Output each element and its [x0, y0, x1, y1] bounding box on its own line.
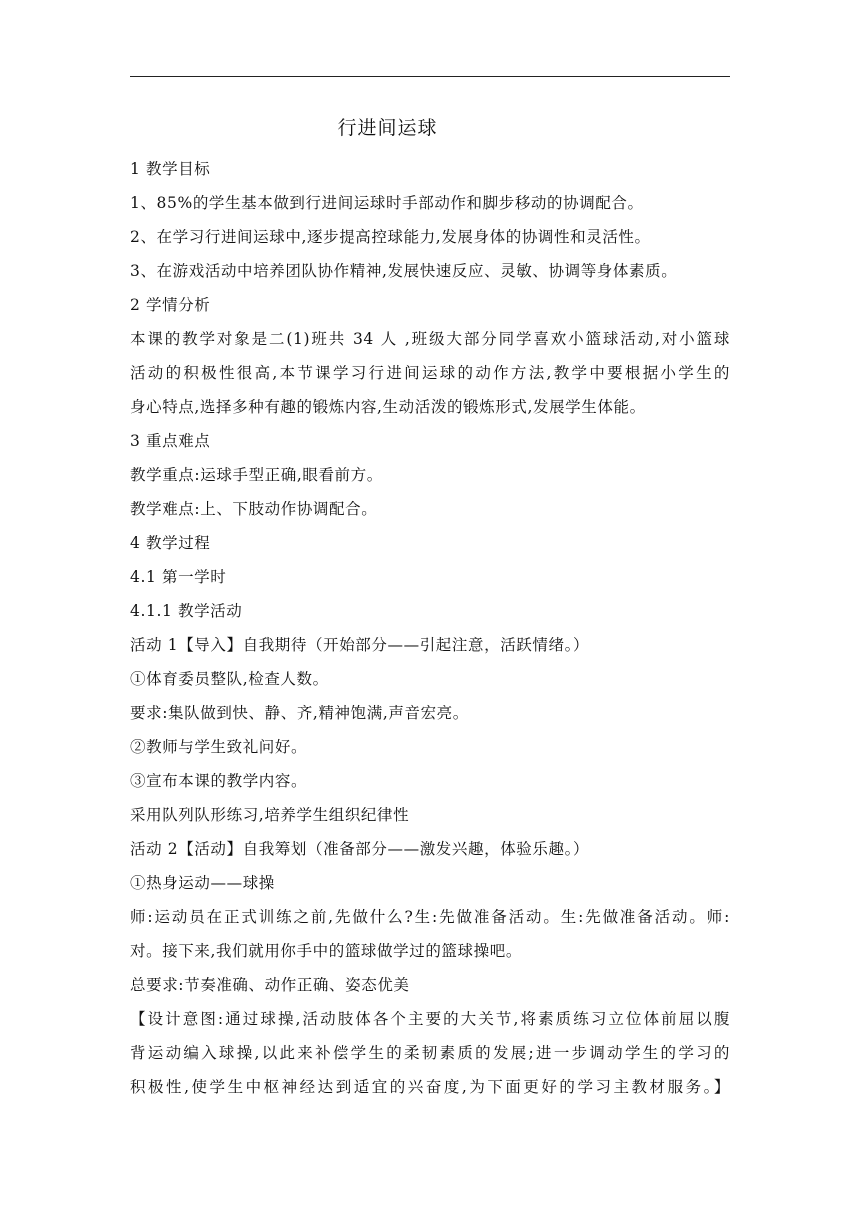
dialogue-line: 师:运动员在正式训练之前,先做什么?生:先做准备活动。生:先做准备活动。师:	[130, 908, 730, 926]
activity-1-note: 采用队列队形练习,培养学生组织纪律性	[130, 806, 410, 824]
goal-item-1: 1、85%的学生基本做到行进间运球时手部动作和脚步移动的协调配合。	[130, 194, 644, 212]
document-body	[130, 152, 730, 1104]
header-rule	[130, 76, 730, 77]
key-point-difficulty: 教学难点:上、下肢动作协调配合。	[130, 500, 378, 518]
activity-2-step: ①热身运动——球操	[130, 874, 275, 892]
design-intent-line: 背运动编入球操,以此来补偿学生的柔韧素质的发展;进一步调动学生的学习的	[130, 1044, 730, 1062]
heading-teaching-goals: 1 教学目标	[130, 160, 211, 178]
activity-1-heading: 活动 1【导入】自我期待（开始部分——引起注意，活跃情绪。）	[130, 636, 590, 654]
heading-teaching-process: 4 教学过程	[130, 534, 211, 552]
document-title: 行进间运球	[337, 117, 438, 139]
activity-1-step: ③宣布本课的教学内容。	[130, 772, 308, 790]
subheading-teaching-activities: 4.1.1 教学活动	[130, 602, 243, 620]
analysis-paragraph-line: 身心特点,选择多种有趣的锻炼内容,生动活泼的锻炼形式,发展学生体能。	[130, 398, 646, 416]
key-point-focus: 教学重点:运球手型正确,眼看前方。	[130, 466, 383, 484]
heading-key-points: 3 重点难点	[130, 432, 211, 450]
activity-2-heading: 活动 2【活动】自我筹划（准备部分——激发兴趣，体验乐趣。）	[130, 840, 590, 858]
activity-1-requirement: 要求:集队做到快、静、齐,精神饱满,声音宏亮。	[130, 704, 469, 722]
analysis-paragraph-line: 本课的教学对象是二(1)班共 34 人 ,班级大部分同学喜欢小篮球活动,对小篮球	[130, 330, 730, 348]
dialogue-line: 对。接下来,我们就用你手中的篮球做学过的篮球操吧。	[130, 942, 522, 960]
design-intent-line: 【设计意图:通过球操,活动肢体各个主要的大关节,将素质练习立位体前屈以腹	[130, 1010, 730, 1028]
activity-2-requirement: 总要求:节奏准确、动作正确、姿态优美	[130, 976, 410, 994]
goal-item-3: 3、在游戏活动中培养团队协作精神,发展快速反应、灵敏、协调等身体素质。	[130, 262, 678, 280]
subheading-first-lesson: 4.1 第一学时	[130, 568, 227, 586]
goal-item-2: 2、在学习行进间运球中,逐步提高控球能力,发展身体的协调性和灵活性。	[130, 228, 651, 246]
heading-student-analysis: 2 学情分析	[130, 296, 211, 314]
analysis-paragraph-line: 活动的积极性很高,本节课学习行进间运球的动作方法,教学中要根据小学生的	[130, 364, 730, 382]
design-intent-line: 积极性,使学生中枢神经达到适宜的兴奋度,为下面更好的学习主教材服务。】	[130, 1078, 730, 1096]
activity-1-step: ①体育委员整队,检查人数。	[130, 670, 329, 688]
activity-1-step: ②教师与学生致礼问好。	[130, 738, 308, 756]
